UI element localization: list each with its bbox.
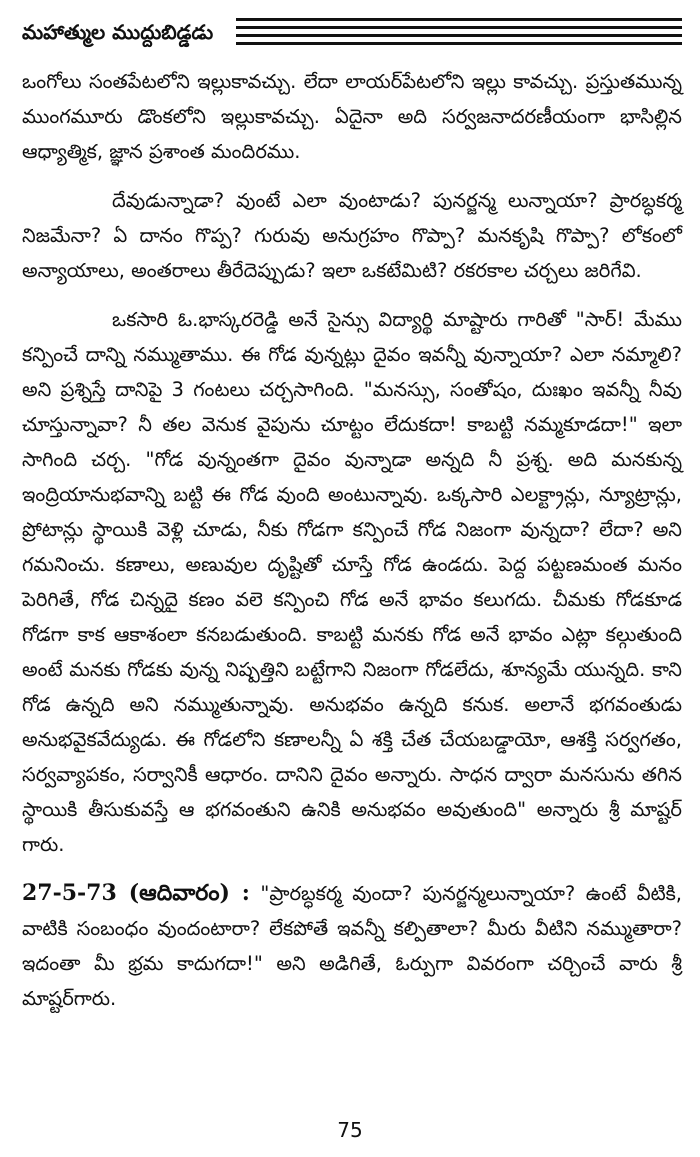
paragraph-gap [22, 288, 682, 302]
header-rule-lines [236, 18, 682, 54]
running-header [18, 10, 682, 56]
entry-date-label: 27-5-73 (ఆదివారం) : [22, 880, 250, 906]
page-body [22, 64, 682, 1016]
paragraph-3: ఒకసారి ఓ.భాస్కరరెడ్డి అనే సైన్సు విద్యార్థి మాష్టారు గారితో "సార్! మేము కన్పించే దాన్ని నమ్ముతాము. ఈ గోడ వున్నట్లు దైవం ఇవన్నీ వున్నాయా? ఎలా నమ్మాలి? అని ప్రశ్నిస్తే దానిపై 3 గంటలు చర్చసాగింది. "మనస్సు, సంతోషం, దుఃఖం ఇవన్నీ నీవు చూస్తున్నావా? నీ తల వెనుక వైపును చూట్టం లేదుకదా! కాబట్టి నమ్మకూడదా!" ఇలా సాగింది చర్చ. "గోడ వున్నంతగా దైవం వున్నాడా అన్నది నీ ప్రశ్న. అది మనకున్న ఇంద్రియానుభవాన్ని బట్టి ఈ గోడ వుంది అంటున్నావు. ఒక్కసారి ఎలక్ట్రాన్లు, న్యూట్రాన్లు, ప్రోటాన్లు స్థాయికి వెళ్లి చూడు, నీకు గోడగా కన్పించే గోడ నిజంగా వున్నదా? లేదా? అని గమనించు. కణాలు, అణువుల దృష్టితో చూస్తే గోడ ఉండదు. పెద్ద పట్టణమంత మనం పెరిగితే, గోడ చిన్నదై కణం వలె కన్పించి గోడ అనే భావం కలుగదు. చీమకు గోడకూడ గోడగా కాక ఆకాశంలా కనబడుతుంది. కాబట్టి మనకు గోడ అనే భావం ఎట్లా కల్గుతుంది అంటే మనకు గోడకు వున్న నిష్పత్తిని బట్టేగాని నిజంగా గోడలేదు, శూన్యమే యున్నది. కాని గోడ ఉన్నది అని నమ్ముతున్నావు. అనుభవం ఉన్నది కనుక. అలానే భగవంతుడు అనుభవైకవేద్యుడు. ఈ గోడలోని కణాలన్నీ ఏ శక్తి చేత చేయబడ్డాయో, ఆశక్తి సర్వగతం, సర్వవ్యాపకం, సర్వానికీ ఆధారం. దానిని దైవం అన్నారు. సాధన ద్వారా మనసును తగిన స్థాయికి తీసుకువస్తే ఆ భగవంతుని ఉనికి అనుభవం అవుతుంది" అన్నారు శ్రీ మాష్టర్ గారు. [22, 308, 682, 856]
book-title: మహాత్ముల ముద్దుబిడ్డడు [22, 20, 214, 44]
paragraph-2: దేవుడున్నాడా? వుంటే ఎలా వుంటాడు? పునర్జన్మ లున్నాయా? ప్రారబ్ధకర్మ నిజమేనా? ఏ దానం గొప్ప? గురువు అనుగ్రహం గొప్పా? మనకృషి గొప్పా? లోకంలో అన్యాయాలు, అంతరాలు తీరేదెప్పుడు? ఇలా ఒకటేమిటి? రకరకాల చర్చలు జరిగేవి. [22, 189, 682, 282]
header-rule [236, 42, 682, 45]
header-rule [236, 34, 682, 37]
paragraph-1: ఒంగోలు సంతపేటలోని ఇల్లుకావచ్చు. లేదా లాయర్‌పేటలోని ఇల్లు కావచ్చు. ప్రస్తుతమున్న ముంగమూరు డొంకలోని ఇల్లుకావచ్చు. ఏదైనా అది సర్వజనాదరణీయంగా భాసిల్లిన ఆధ్యాత్మిక, జ్ఞాన ప్రశాంత మందిరము. [22, 70, 682, 163]
paragraph-gap [22, 169, 682, 183]
page-number: 75 [337, 1118, 363, 1142]
header-rule [236, 26, 682, 29]
paragraph-4-text: "ప్రారబ్ధకర్మ వుందా? పునర్జన్మలున్నాయా? ఉంటే వీటికి, వాటికి సంబంధం వుందంటారా? లేకపోతే ఇవన్నీ కల్పితాలా? మీరు వీటిని నమ్ముతారా? ఇదంతా మీ భ్రమ కాదుగదా!" అని అడిగితే, ఓర్పుగా వివరంగా చర్చించే వారు శ్రీ మాష్టర్‌గారు. [22, 882, 683, 1010]
paragraph-gap [22, 862, 682, 876]
header-rule [236, 18, 682, 21]
paragraph-4 [22, 876, 682, 1016]
